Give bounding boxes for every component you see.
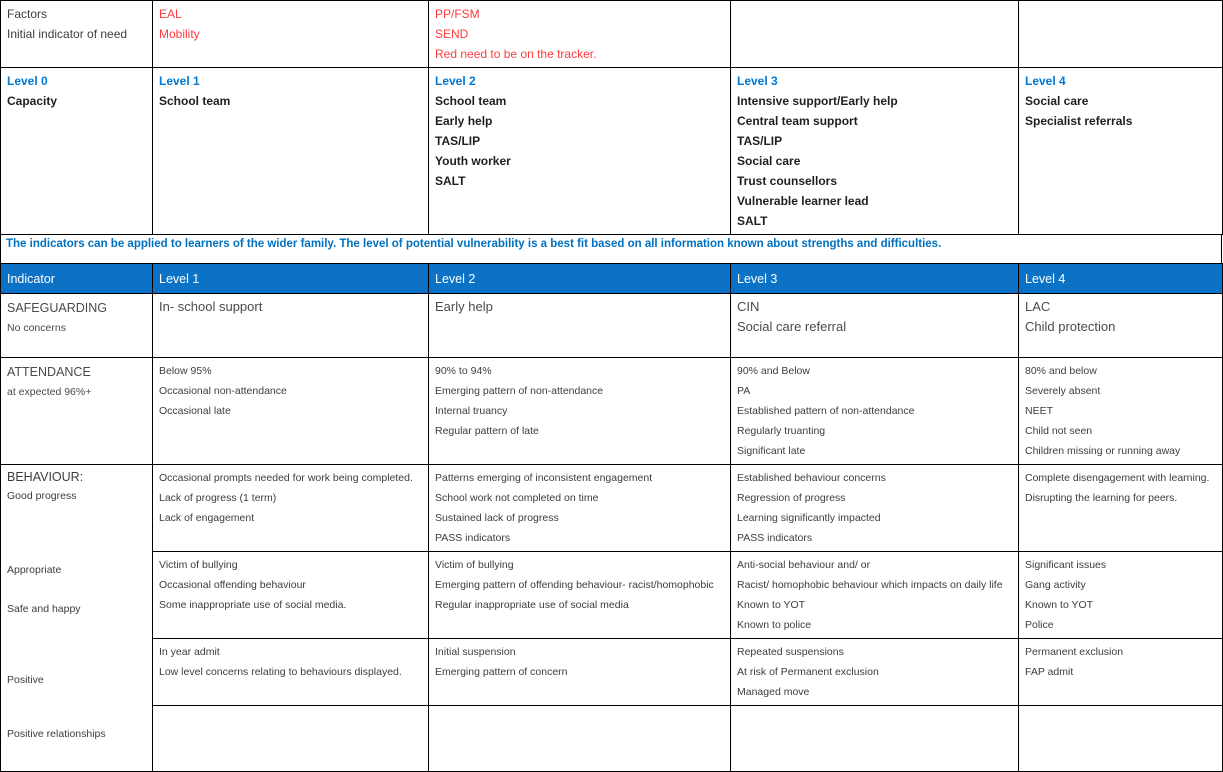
- text-line: School team: [159, 94, 231, 108]
- levels-row: [1, 68, 1223, 235]
- level-2-cell: [429, 68, 731, 235]
- text-line: Children missing or running away: [1025, 445, 1181, 457]
- text-line: Emerging pattern of non-attendance: [435, 385, 604, 397]
- text-line: EAL: [159, 7, 182, 21]
- text-line: Factors: [7, 7, 48, 21]
- behaviour-exclusions-level-3-cell: [731, 639, 1019, 706]
- header-indicator: Indicator: [1, 264, 153, 294]
- text-line: Social care: [737, 154, 801, 168]
- text-line: Complete disengagement with learning.: [1025, 472, 1210, 484]
- behaviour-exclusions-level-2-cell: [429, 639, 731, 706]
- text-line: Racist/ homophobic behaviour which impacts on daily life: [737, 579, 1003, 591]
- factors-label-cell: [1, 1, 153, 68]
- text-line: Significant issues: [1025, 559, 1107, 571]
- text-line: 80% and below: [1025, 365, 1097, 377]
- text-line: TAS/LIP: [737, 134, 783, 148]
- text-line: In- school support: [159, 299, 263, 314]
- attendance-level-2-cell: [429, 358, 731, 465]
- text-line: Below 95%: [159, 365, 212, 377]
- text-line: Learning significantly impacted: [737, 512, 881, 524]
- text-line: Lack of progress (1 term): [159, 492, 277, 504]
- text-line: Severely absent: [1025, 385, 1101, 397]
- text-line: Vulnerable learner lead: [737, 194, 869, 208]
- behaviour-row-exclusions: [1, 639, 1223, 706]
- behaviour-exclusions-level-1-cell: [153, 639, 429, 706]
- text-line: Victim of bullying: [435, 559, 514, 571]
- text-line: Sustained lack of progress: [435, 512, 559, 524]
- text-line: SALT: [435, 174, 466, 188]
- safeguarding-title: SAFEGUARDING: [7, 301, 108, 315]
- text-line: Appropriate: [7, 564, 62, 576]
- level-4-cell: [1019, 68, 1223, 235]
- safeguarding-row: [1, 294, 1223, 358]
- text-line: Significant late: [737, 445, 806, 457]
- text-line: Lack of engagement: [159, 512, 255, 524]
- text-line: 90% to 94%: [435, 365, 492, 377]
- text-line: Positive relationships: [7, 728, 106, 740]
- behaviour-conduct-level-3-cell: [731, 552, 1019, 639]
- text-line: Capacity: [7, 94, 58, 108]
- factors-empty-cell: [731, 1, 1019, 68]
- behaviour-progress-level-2-cell: [429, 465, 731, 552]
- text-line: Child protection: [1025, 319, 1116, 334]
- behaviour-progress-level-4-cell: [1019, 465, 1223, 552]
- behaviour-progress-level-3-cell: [731, 465, 1019, 552]
- text-line: Central team support: [737, 114, 858, 128]
- level-3-cell: [731, 68, 1019, 235]
- text-line: School team: [435, 94, 507, 108]
- level-0-cell: [1, 68, 153, 235]
- text-line: TAS/LIP: [435, 134, 481, 148]
- text-line: SALT: [737, 214, 768, 228]
- safeguarding-level-1-cell: [153, 294, 429, 358]
- text-line: Some inappropriate use of social media.: [159, 599, 347, 611]
- attendance-level-4-cell: [1019, 358, 1223, 465]
- factors-levels-table: [0, 0, 1223, 235]
- text-line: Early help: [435, 114, 493, 128]
- text-line: Established pattern of non-attendance: [737, 405, 915, 417]
- text-line: Occasional prompts needed for work being completed.: [159, 472, 413, 484]
- behaviour-exclusions-level-4-cell: [1019, 639, 1223, 706]
- level-3-title: Level 3: [737, 74, 778, 88]
- text-line: At risk of Permanent exclusion: [737, 666, 879, 678]
- text-line: Victim of bullying: [159, 559, 238, 571]
- attendance-title: ATTENDANCE: [7, 365, 91, 379]
- factors-row: [1, 1, 1223, 68]
- level-2-title: Level 2: [435, 74, 476, 88]
- level-1-cell: [153, 68, 429, 235]
- text-line: Anti-social behaviour and/ or: [737, 559, 871, 571]
- text-line: Initial indicator of need: [7, 27, 128, 41]
- text-line: Emerging pattern of concern: [435, 666, 568, 678]
- text-line: Emerging pattern of offending behaviour- racist/homophobic: [435, 579, 714, 591]
- header-level-4: Level 4: [1019, 264, 1223, 294]
- text-line: Regularly truanting: [737, 425, 826, 437]
- indicator-table: [0, 263, 1223, 772]
- text-line: Trust counsellors: [737, 174, 838, 188]
- factors-ppfsm-send-cell: [429, 1, 731, 68]
- text-line: Mobility: [159, 27, 200, 41]
- text-line: Red need to be on the tracker.: [435, 47, 597, 61]
- text-line: Patterns emerging of inconsistent engagement: [435, 472, 653, 484]
- text-line: PASS indicators: [737, 532, 813, 544]
- guidance-note: The indicators can be applied to learners of the wider family. The level of potential vulnerability is a best fit based on all information known about strengths and difficulties.: [0, 234, 1222, 264]
- level-0-title: Level 0: [7, 74, 48, 88]
- text-line: Gang activity: [1025, 579, 1086, 591]
- text-line: LAC: [1025, 299, 1051, 314]
- text-line: Permanent exclusion: [1025, 646, 1124, 658]
- level-3-items: [737, 91, 1012, 231]
- text-line: Social care: [1025, 94, 1089, 108]
- factors-eal-mobility-cell: [153, 1, 429, 68]
- text-line: Good progress: [7, 490, 77, 502]
- text-line: PASS indicators: [435, 532, 511, 544]
- text-line: Known to YOT: [1025, 599, 1094, 611]
- text-line: PP/FSM: [435, 7, 480, 21]
- text-line: BEHAVIOUR:: [7, 470, 84, 484]
- header-level-1: Level 1: [153, 264, 429, 294]
- text-line: Occasional late: [159, 405, 231, 417]
- text-line: Initial suspension: [435, 646, 516, 658]
- text-line: Regression of progress: [737, 492, 846, 504]
- level-2-items: [435, 91, 724, 191]
- behaviour-row-conduct: [1, 552, 1223, 639]
- text-line: Low level concerns relating to behaviours displayed.: [159, 666, 402, 678]
- attendance-level-3-cell: [731, 358, 1019, 465]
- behaviour-row-progress: [1, 465, 1223, 552]
- text-line: Known to police: [737, 619, 812, 631]
- safeguarding-subtitle: No concerns: [7, 322, 66, 334]
- text-line: Child not seen: [1025, 425, 1093, 437]
- safeguarding-indicator-cell: [1, 294, 153, 358]
- text-line: Occasional non-attendance: [159, 385, 287, 397]
- text-line: PA: [737, 385, 751, 397]
- text-line: Regular inappropriate use of social media: [435, 599, 629, 611]
- behaviour-progress-level-1-cell: [153, 465, 429, 552]
- text-line: 90% and Below: [737, 365, 810, 377]
- safeguarding-level-2-cell: [429, 294, 731, 358]
- level-1-items: [159, 91, 422, 111]
- text-line: NEET: [1025, 405, 1054, 417]
- behaviour-empty-level-2-cell: [429, 706, 731, 772]
- text-line: SEND: [435, 27, 469, 41]
- header-level-2: Level 2: [429, 264, 731, 294]
- level-1-title: Level 1: [159, 74, 200, 88]
- attendance-row: [1, 358, 1223, 465]
- text-line: Police: [1025, 619, 1054, 631]
- text-line: Social care referral: [737, 319, 847, 334]
- text-line: Disrupting the learning for peers.: [1025, 492, 1178, 504]
- level-4-items: [1025, 91, 1216, 131]
- behaviour-conduct-level-2-cell: [429, 552, 731, 639]
- behaviour-conduct-level-1-cell: [153, 552, 429, 639]
- header-level-3: Level 3: [731, 264, 1019, 294]
- text-line: Safe and happy: [7, 603, 81, 615]
- text-line: Early help: [435, 299, 493, 314]
- safeguarding-level-4-cell: [1019, 294, 1223, 358]
- text-line: School work not completed on time: [435, 492, 599, 504]
- text-line: Youth worker: [435, 154, 511, 168]
- attendance-level-1-cell: [153, 358, 429, 465]
- behaviour-empty-level-4-cell: [1019, 706, 1223, 772]
- behaviour-empty-level-3-cell: [731, 706, 1019, 772]
- text-line: FAP admit: [1025, 666, 1074, 678]
- level-4-title: Level 4: [1025, 74, 1066, 88]
- behaviour-conduct-level-4-cell: [1019, 552, 1223, 639]
- attendance-indicator-cell: [1, 358, 153, 465]
- level-0-items: [7, 91, 146, 111]
- text-line: Intensive support/Early help: [737, 94, 898, 108]
- behaviour-empty-level-1-cell: [153, 706, 429, 772]
- text-line: In year admit: [159, 646, 220, 658]
- safeguarding-level-3-cell: [731, 294, 1019, 358]
- text-line: Established behaviour concerns: [737, 472, 886, 484]
- behaviour-indicator-cell: [1, 465, 153, 772]
- text-line: CIN: [737, 299, 760, 314]
- indicator-header-row: [1, 264, 1223, 294]
- text-line: Specialist referrals: [1025, 114, 1133, 128]
- behaviour-row-empty: [1, 706, 1223, 772]
- text-line: Occasional offending behaviour: [159, 579, 306, 591]
- text-line: Positive: [7, 674, 44, 686]
- text-line: Regular pattern of late: [435, 425, 539, 437]
- text-line: Internal truancy: [435, 405, 508, 417]
- text-line: Managed move: [737, 686, 810, 698]
- text-line: Known to YOT: [737, 599, 806, 611]
- attendance-subtitle: at expected 96%+: [7, 386, 92, 398]
- text-line: Repeated suspensions: [737, 646, 844, 658]
- factors-empty-cell: [1019, 1, 1223, 68]
